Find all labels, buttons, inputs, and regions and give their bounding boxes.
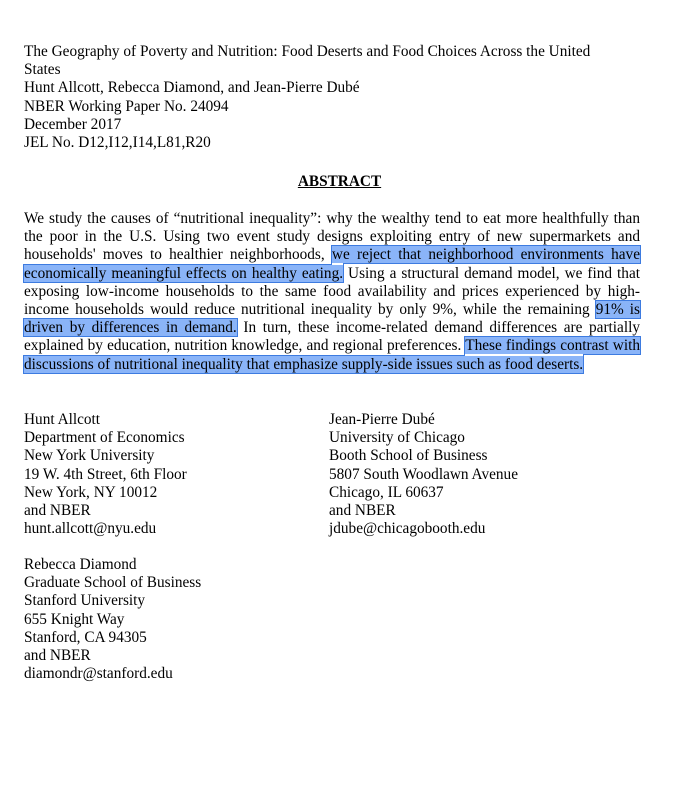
- author-email[interactable]: hunt.allcott@nyu.edu: [24, 520, 157, 538]
- paper-date: December 2017: [24, 115, 122, 133]
- author-street: 19 W. 4th Street, 6th Floor: [24, 465, 187, 483]
- abstract-text-segment[interactable]: In turn, these income-related demand differences are partially explained by education, nutrition knowledge, and regional preferences.: [24, 319, 640, 355]
- author-affiliation: and NBER: [24, 647, 91, 665]
- paper-title-line-1: The Geography of Poverty and Nutrition: Food Deserts and Food Choices Across the United: [24, 43, 591, 60]
- author-address-allcott: [24, 411, 187, 538]
- author-city: Stanford, CA 94305: [24, 628, 147, 646]
- author-street: 655 Knight Way: [24, 610, 125, 628]
- author-department: Graduate School of Business: [24, 574, 202, 592]
- abstract-heading: ABSTRACT: [297, 173, 382, 190]
- selected-text-highlight[interactable]: 91% is driven by differences in demand.: [24, 301, 640, 337]
- author-institution: University of Chicago: [329, 429, 465, 447]
- author-department: Department of Economics: [24, 429, 185, 447]
- selected-text-highlight[interactable]: we reject that neighborhood environments have economically meaningful effects on healthy eating.: [24, 246, 640, 282]
- paper-title-line-2: States: [24, 61, 61, 79]
- selected-text-highlight[interactable]: These findings contrast with discussions of nutritional inequality that emphasize supply-side issues such as food deserts.: [24, 337, 640, 373]
- paper-header: [24, 43, 664, 152]
- author-affiliation: and NBER: [24, 502, 91, 520]
- author-affiliation: and NBER: [329, 502, 396, 520]
- author-address-diamond: [24, 556, 201, 683]
- author-city: New York, NY 10012: [24, 483, 158, 501]
- author-institution: Stanford University: [24, 592, 146, 610]
- author-name: Jean-Pierre Dubé: [329, 411, 435, 428]
- abstract-text-segment[interactable]: Using a structural demand model, we find that exposing low-income households to the same food availability and prices experienced by high-income households would reduce nutritional inequality by only 9%, while the remaining: [24, 264, 640, 319]
- author-institution: New York University: [24, 447, 155, 465]
- working-paper-number: NBER Working Paper No. 24094: [24, 97, 229, 115]
- jel-codes: JEL No. D12,I12,I14,L81,R20: [24, 134, 211, 152]
- author-name: Hunt Allcott: [24, 411, 101, 428]
- paper-authors: Hunt Allcott, Rebecca Diamond, and Jean-Pierre Dubé: [24, 79, 360, 97]
- author-city: Chicago, IL 60637: [329, 483, 444, 501]
- author-name: Rebecca Diamond: [24, 556, 137, 573]
- author-street: 5807 South Woodlawn Avenue: [329, 465, 518, 483]
- abstract-text-segment[interactable]: We study the causes of “nutritional inequality”: why the wealthy tend to eat more healthfully than the poor in the U.S. Using two event study designs exploiting entry of new supermarkets and households' moves to healthier neighborhoods,: [24, 210, 640, 264]
- author-email[interactable]: diamondr@stanford.edu: [24, 665, 173, 683]
- author-address-dube: [329, 411, 518, 538]
- author-department: Booth School of Business: [329, 447, 488, 465]
- abstract-body[interactable]: [24, 210, 640, 374]
- author-email[interactable]: jdube@chicagobooth.edu: [329, 520, 486, 538]
